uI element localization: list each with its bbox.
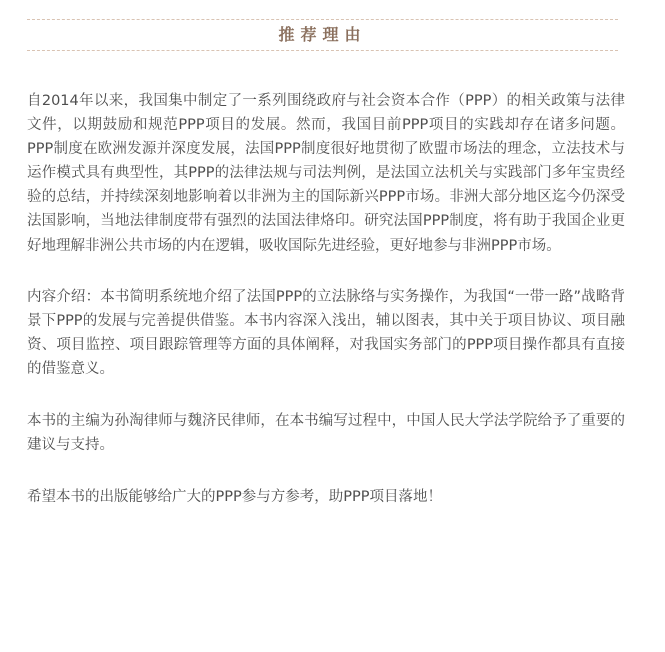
paragraph-background: 自2014年以来，我国集中制定了一系列围绕政府与社会资本合作（PPP）的相关政策与法律文件，以期鼓励和规范PPP项目的发展。然而，我国目前PPP项目的实践却存在诸多问题。PPP制度在欧洲发源并深度发展，法国PPP制度很好地贯彻了欧盟市场法的理念，立法技术与运作模式具有典型性，其PPP的法律法规与司法判例，是法国立法机关与实践部门多年宝贵经验的总结，并持续深刻地影响着以非洲为主的国际新兴PPP市场。非洲大部分地区迄今仍深受法国影响，当地法律制度带有强烈的法国法律烙印。研究法国PPP制度，将有助于我国企业更好地理解非洲公共市场的内在逻辑，吸收国际先进经验，更好地参与非洲PPP市场。 — [27, 93, 625, 254]
header-bottom-divider — [27, 50, 618, 51]
paragraph-content-intro: 内容介绍：本书简明系统地介绍了法国PPP的立法脉络与实务操作，为我国“一带一路”战略背景下PPP的发展与完善提供借鉴。本书内容深入浅出，辅以图表，其中关于项目协议、项目融资、项目监控、项目跟踪管理等方面的具体阐释，对我国实务部门的PPP项目操作都具有直接的借鉴意义。 — [27, 288, 625, 377]
article-body — [27, 89, 625, 509]
section-header — [27, 19, 618, 53]
paragraph-closing: 希望本书的出版能够给广大的PPP参与方参考，助PPP项目落地！ — [27, 489, 442, 506]
paragraph-editors: 本书的主编为孙淘律师与魏济民律师，在本书编写过程中，中国人民大学法学院给予了重要的建议与支持。 — [27, 413, 625, 454]
header-top-divider — [27, 19, 618, 20]
section-title: 推荐理由 — [278, 25, 367, 44]
